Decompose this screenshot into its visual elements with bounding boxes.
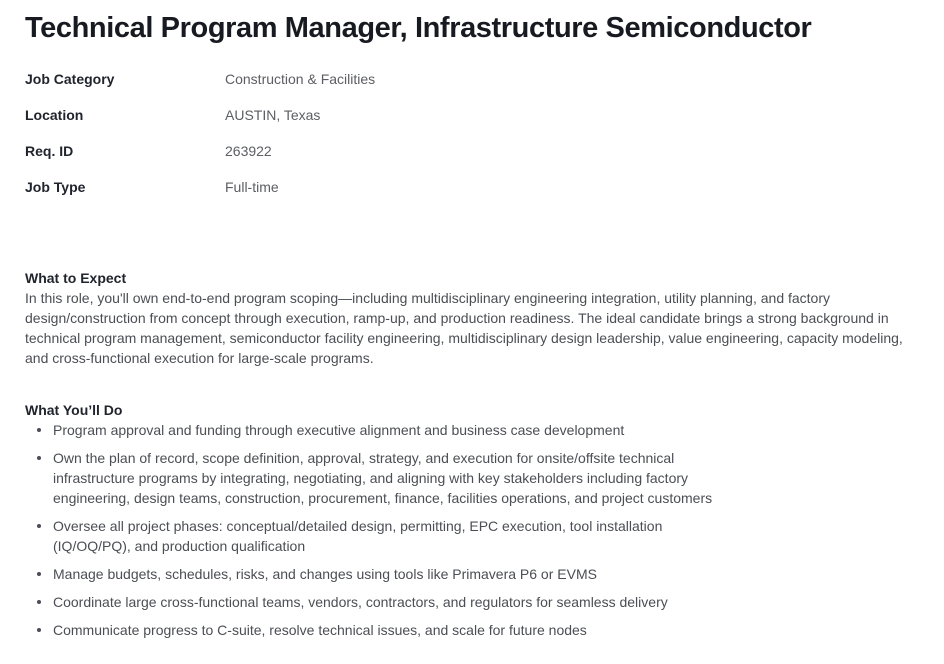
bullet-icon [37,428,41,432]
meta-label: Req. ID [25,143,74,159]
section-paragraph: In this role, you'll own end-to-end program scoping—including multidisciplinary engineering integration, utility planning, and factory design/construction from concept through execution, ramp-up, and production readiness. The ideal candidate brings a strong background in technical program management, semiconductor facility engineering, multidisciplinary design leadership, value engineering, capacity modeling, and cross-functional execution for large-scale programs. [25,290,903,366]
job-meta [25,69,919,197]
bullet-icon [37,600,41,604]
meta-row-job-type [25,177,919,197]
section-what-youll-do [25,400,919,640]
list-item [25,620,725,640]
meta-value: Construction & Facilities [225,71,376,87]
section-heading: What to Expect [25,270,127,286]
bullet-icon [37,456,41,460]
meta-row-job-category [25,69,919,89]
meta-label: Job Category [25,71,115,87]
list-item-text: Oversee all project phases: conceptual/detailed design, permitting, EPC execution, tool installation (IQ/OQ/PQ), and production qualification [53,518,663,554]
list-item-text: Own the plan of record, scope definition, approval, strategy, and execution for onsite/offsite technical infrastructure programs by integrating, negotiating, and aligning with key stakeholders including factory engineering, design teams, construction, procurement, finance, facilities operations, and project customers [53,450,713,506]
meta-value: Full-time [225,179,279,195]
list-item [25,592,725,612]
bullet-icon [37,572,41,576]
list-item [25,564,725,584]
list-item-text: Program approval and funding through executive alignment and business case development [53,422,625,438]
list-item [25,420,725,440]
meta-row-location [25,105,919,125]
bullet-icon [37,524,41,528]
meta-label: Job Type [25,179,86,195]
page-title: Technical Program Manager, Infrastructure Semiconductor [25,12,812,44]
bullet-icon [37,628,41,632]
meta-value: 263922 [225,143,272,159]
meta-row-req-id [25,141,919,161]
section-heading: What You’ll Do [25,402,123,418]
responsibilities-list [25,420,725,640]
meta-value: AUSTIN, Texas [225,107,321,123]
meta-label: Location [25,107,84,123]
list-item-text: Manage budgets, schedules, risks, and changes using tools like Primavera P6 or EVMS [53,566,597,582]
list-item [25,448,725,508]
list-item [25,516,725,556]
list-item-text: Coordinate large cross-functional teams, vendors, contractors, and regulators for seamless delivery [53,594,668,610]
list-item-text: Communicate progress to C-suite, resolve technical issues, and scale for future nodes [53,622,587,638]
section-what-to-expect [25,268,919,368]
